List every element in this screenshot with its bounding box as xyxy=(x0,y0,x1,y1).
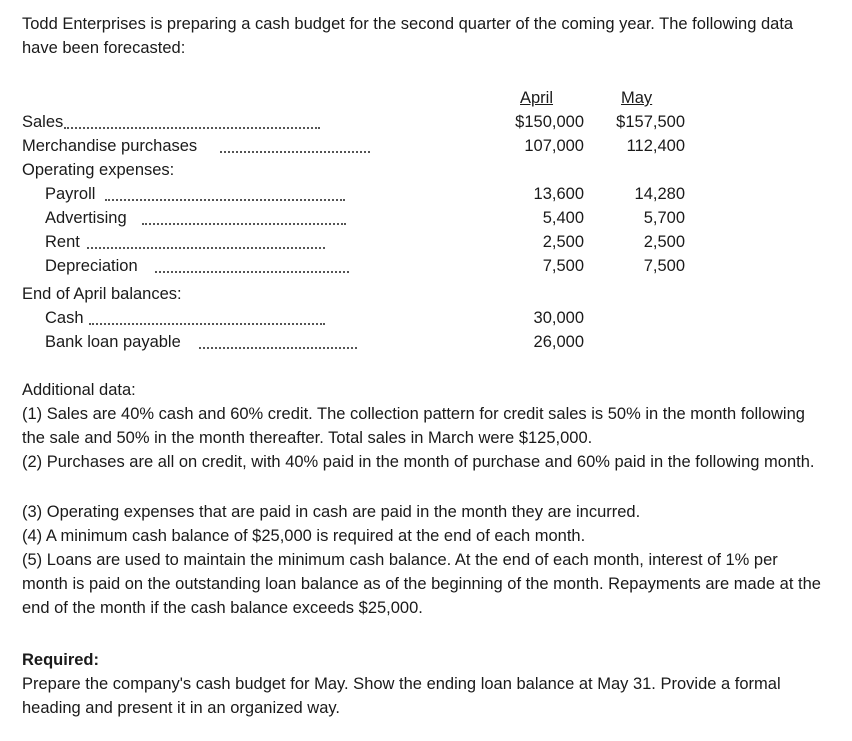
cash-label: Cash xyxy=(45,309,84,327)
additional-item-1: (1) Sales are 40% cash and 60% credit. The collection pattern for credit sales is 50% in the month following the sale and 50% in the month thereafter. Total sales in March were $125,000. xyxy=(22,405,805,447)
may-header: May xyxy=(621,89,653,107)
dot-leader xyxy=(155,271,349,273)
additional-item-4: (4) A minimum cash balance of $25,000 is required at the end of each month. xyxy=(22,527,586,545)
depreciation-april: 7,500 xyxy=(542,257,584,275)
balances-header: End of April balances: xyxy=(22,285,182,303)
payroll-label: Payroll xyxy=(45,185,96,203)
required-title: Required: xyxy=(22,651,100,669)
cash-april: 30,000 xyxy=(533,309,584,327)
dot-leader xyxy=(199,347,357,349)
rent-label: Rent xyxy=(45,233,80,251)
opex-header: Operating expenses: xyxy=(22,161,175,179)
rent-april: 2,500 xyxy=(542,233,584,251)
depreciation-label: Depreciation xyxy=(45,257,138,275)
dot-leader xyxy=(220,151,370,153)
sales-april: $150,000 xyxy=(515,113,584,131)
advertising-label: Advertising xyxy=(45,209,127,227)
merchandise-april: 107,000 xyxy=(524,137,584,155)
dot-leader xyxy=(105,199,345,201)
merchandise-label: Merchandise purchases xyxy=(22,137,198,155)
required-text: Prepare the company's cash budget for May. Show the ending loan balance at May 31. Provide a formal heading and present it in an organized way. xyxy=(22,675,781,717)
april-header: April xyxy=(520,89,554,107)
sales-may: $157,500 xyxy=(616,113,685,131)
bank-loan-april: 26,000 xyxy=(533,333,584,351)
intro-paragraph: Todd Enterprises is preparing a cash budget for the second quarter of the coming year. The following data have been forecasted: xyxy=(22,15,794,57)
payroll-april: 13,600 xyxy=(533,185,584,203)
additional-item-3: (3) Operating expenses that are paid in cash are paid in the month they are incurred. xyxy=(22,503,641,521)
additional-item-5: (5) Loans are used to maintain the minimum cash balance. At the end of each month, interest of 1% per month is paid on the outstanding loan balance as of the beginning of the month. Repayments are made at the end of the month if the cash balance exceeds $25,000. xyxy=(22,551,821,617)
advertising-april: 5,400 xyxy=(542,209,584,227)
additional-title: Additional data: xyxy=(22,381,136,399)
dot-leader xyxy=(64,127,320,129)
additional-item-2: (2) Purchases are all on credit, with 40% paid in the month of purchase and 60% paid in the following month. xyxy=(22,453,815,471)
depreciation-may: 7,500 xyxy=(643,257,685,275)
payroll-may: 14,280 xyxy=(634,185,685,203)
dot-leader xyxy=(142,223,346,225)
advertising-may: 5,700 xyxy=(643,209,685,227)
merchandise-may: 112,400 xyxy=(626,137,685,155)
sales-label: Sales xyxy=(22,113,64,131)
rent-may: 2,500 xyxy=(643,233,685,251)
dot-leader xyxy=(89,323,325,325)
bank-loan-label: Bank loan payable xyxy=(45,333,181,351)
dot-leader xyxy=(87,247,325,249)
